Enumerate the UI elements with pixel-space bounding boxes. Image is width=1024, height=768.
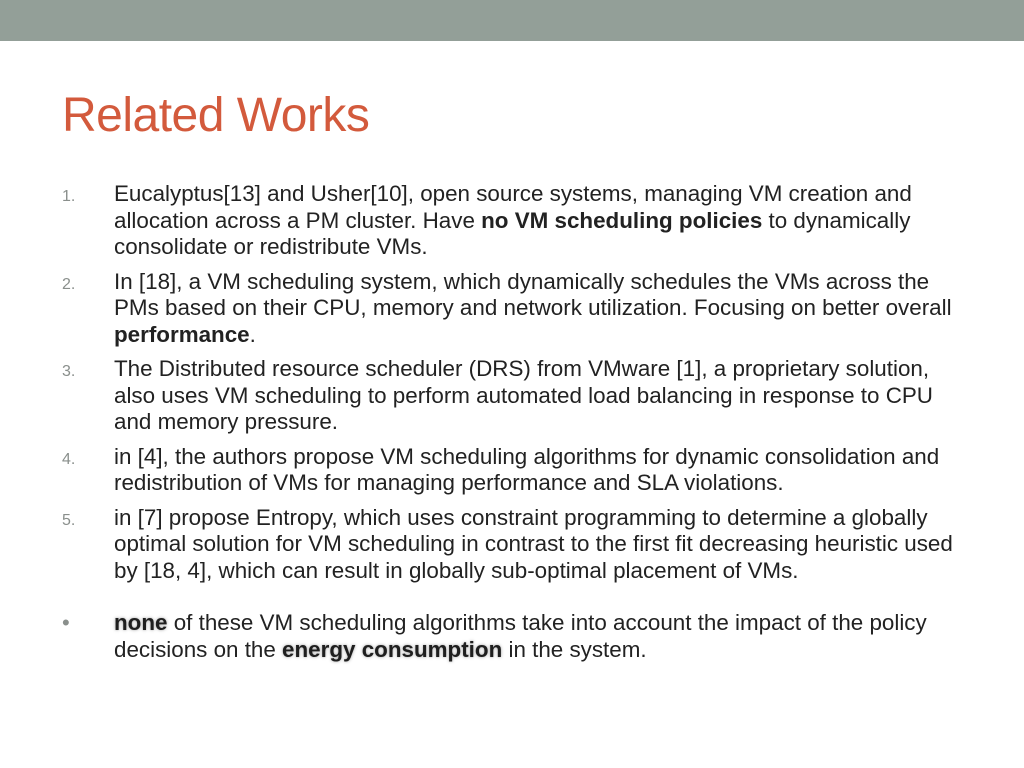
list-item-2 <box>0 269 1024 349</box>
item-text: in [7] propose Entropy, which uses constraint programming to determine a globally optimal solution for VM scheduling in contrast to the first fit decreasing heuristic used by [18, 4], which can result in globally sub-optimal placement of VMs. <box>114 504 953 583</box>
highlighted-emphasis: energy consumption <box>282 636 503 662</box>
bullet-text: in the system. <box>502 636 647 662</box>
item-text: in [4], the authors propose VM scheduling algorithms for dynamic consolidation and redistribution of VMs for managing performance and SLA violations. <box>114 443 940 495</box>
item-text: The Distributed resource scheduler (DRS) from VMware [1], a proprietary solution, also uses VM scheduling to perform automated load balancing in response to CPU and memory pressure. <box>114 356 933 434</box>
bullet-text: of these VM scheduling algorithms take into account the impact of the policy decisions on the <box>114 610 927 662</box>
item-emphasis: no VM scheduling policies <box>481 207 763 233</box>
highlighted-emphasis: none <box>114 610 168 635</box>
item-text: . <box>249 321 256 347</box>
item-text: In [18], a VM scheduling system, which dynamically schedules the VMs across the PMs based on their CPU, memory and network utilization. Focusing on better overall <box>114 268 952 320</box>
item-emphasis: performance <box>114 321 250 347</box>
list-number: 1. <box>62 188 76 205</box>
list-item-5 <box>0 505 1024 585</box>
bullet-dot-icon: • <box>62 610 70 635</box>
slide-content <box>0 181 1024 663</box>
list-number: 4. <box>62 450 76 468</box>
item-text: Eucalyptus[13] and Usher[10], open source systems, managing VM creation and allocation across a PM cluster. Have <box>114 181 912 233</box>
list-number: 2. <box>62 275 76 293</box>
item-text: to dynamically consolidate or redistribute VMs. <box>114 207 911 259</box>
list-item-4 <box>0 444 1024 497</box>
top-decorative-bar <box>0 0 1024 41</box>
slide-title: Related Works <box>62 89 370 142</box>
list-number: 3. <box>62 363 76 380</box>
list-item-3 <box>0 356 1024 436</box>
bullet-item <box>0 610 1024 663</box>
list-item-1 <box>0 181 1024 261</box>
list-number: 5. <box>62 511 76 529</box>
